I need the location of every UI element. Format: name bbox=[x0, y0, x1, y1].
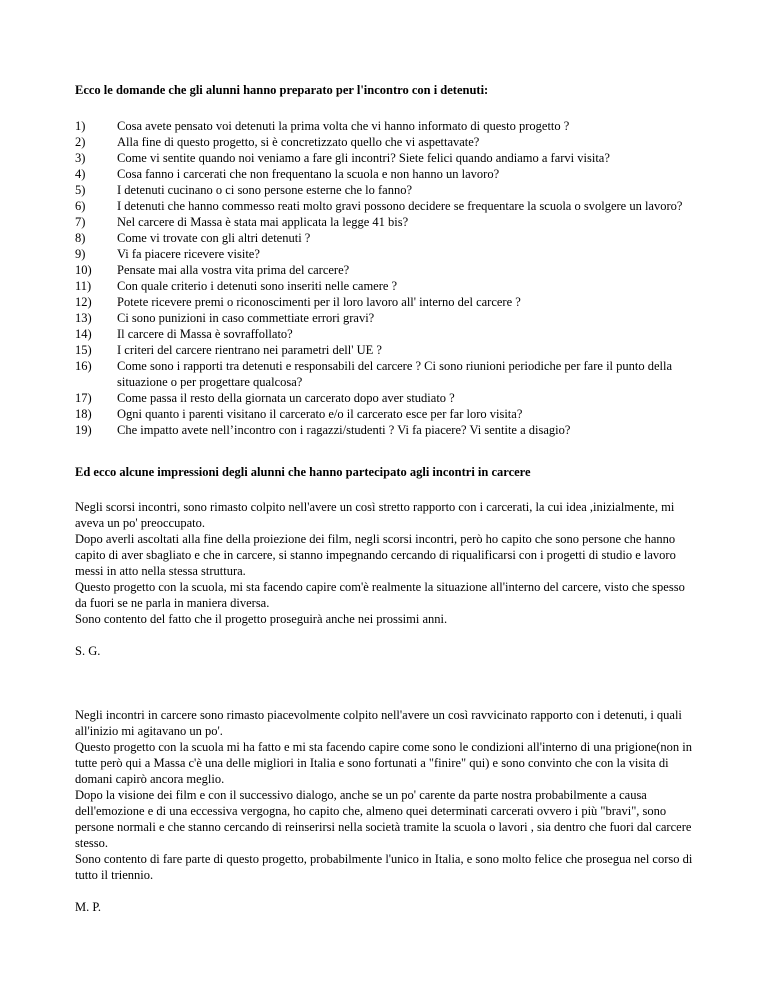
questions-heading: Ecco le domande che gli alunni hanno preparato per l'incontro con i detenuti: bbox=[75, 83, 489, 97]
item-text: Cosa fanno i carcerati che non frequentano la scuola e non hanno un lavoro? bbox=[117, 167, 500, 181]
list-item bbox=[75, 118, 695, 134]
item-number: 9) bbox=[75, 247, 86, 261]
item-text: Con quale criterio i detenuti sono inseriti nelle camere ? bbox=[117, 279, 398, 293]
list-item bbox=[75, 342, 695, 358]
list-item bbox=[75, 262, 695, 278]
list-item bbox=[75, 150, 695, 166]
paragraph: Sono contento del fatto che il progetto proseguirà anche nei prossimi anni. bbox=[75, 612, 448, 626]
item-number: 5) bbox=[75, 183, 86, 197]
list-item bbox=[75, 166, 695, 182]
paragraph: Questo progetto con la scuola, mi sta facendo capire com'è realmente la situazione all'interno del carcere, visto che spesso da fuori se ne parla in maniera diversa. bbox=[75, 580, 685, 610]
list-item bbox=[75, 358, 695, 390]
list-item bbox=[75, 422, 695, 438]
item-number: 11) bbox=[75, 279, 92, 293]
item-number: 4) bbox=[75, 167, 86, 181]
list-item bbox=[75, 326, 695, 342]
signature: M. P. bbox=[75, 900, 102, 914]
item-text: Che impatto avete nell’incontro con i ragazzi/studenti ? Vi fa piacere? Vi sentite a disagio? bbox=[117, 423, 571, 437]
impression-sg bbox=[75, 499, 695, 659]
item-text: I detenuti cucinano o ci sono persone esterne che lo fanno? bbox=[117, 183, 413, 197]
impressions-heading: Ed ecco alcune impressioni degli alunni che hanno partecipato agli incontri in carcere bbox=[75, 465, 531, 479]
item-number: 8) bbox=[75, 231, 86, 245]
spacer bbox=[75, 659, 695, 707]
paragraph: Questo progetto con la scuola mi ha fatto e mi sta facendo capire come sono le condizioni all'interno di una prigione(non in tutte però qui a Massa c'è una delle migliori in Italia e sono fortunati a "finire" qui) e sono convinto che con la visita di domani capirò ancora meglio. bbox=[75, 740, 692, 786]
item-text: Come passa il resto della giornata un carcerato dopo aver studiato ? bbox=[117, 391, 455, 405]
paragraph: Dopo la visione dei film e con il successivo dialogo, anche se un po' carente da parte nostra probabilmente a causa dell'emozione e di una eccessiva vergogna, ho capito che, almeno quei determinati carcerati ovvero i più "bravi", sono persone normali e che stanno cercando di reinserirsi nella società tramite la scuola o lavori , sia dentro che fuori dal carcere stesso. bbox=[75, 788, 692, 850]
item-number: 16) bbox=[75, 359, 92, 373]
item-number: 7) bbox=[75, 215, 86, 229]
list-item bbox=[75, 182, 695, 198]
list-item bbox=[75, 390, 695, 406]
item-text: Cosa avete pensato voi detenuti la prima volta che vi hanno informato di questo progetto ? bbox=[117, 119, 570, 133]
item-number: 6) bbox=[75, 199, 86, 213]
item-text: I detenuti che hanno commesso reati molto gravi possono decidere se frequentare la scuola o svolgere un lavoro? bbox=[117, 199, 683, 213]
questions-list bbox=[75, 118, 695, 438]
list-item bbox=[75, 246, 695, 262]
paragraph: Negli incontri in carcere sono rimasto piacevolmente colpito nell'avere un così ravvicinato rapporto con i detenuti, i quali all'inizio mi agitavano un po'. bbox=[75, 708, 682, 738]
item-text: Ogni quanto i parenti visitano il carcerato e/o il carcerato esce per far loro visita? bbox=[117, 407, 523, 421]
item-number: 18) bbox=[75, 407, 92, 421]
item-number: 13) bbox=[75, 311, 92, 325]
item-text: Il carcere di Massa è sovraffollato? bbox=[117, 327, 293, 341]
signature: S. G. bbox=[75, 644, 101, 658]
item-text: Come vi trovate con gli altri detenuti ? bbox=[117, 231, 311, 245]
item-text: Ci sono punizioni in caso commettiate errori gravi? bbox=[117, 311, 375, 325]
item-text: I criteri del carcere rientrano nei parametri dell' UE ? bbox=[117, 343, 382, 357]
item-number: 12) bbox=[75, 295, 92, 309]
item-number: 3) bbox=[75, 151, 86, 165]
item-text: Alla fine di questo progetto, si è concretizzato quello che vi aspettavate? bbox=[117, 135, 480, 149]
item-text: Vi fa piacere ricevere visite? bbox=[117, 247, 260, 261]
list-item bbox=[75, 294, 695, 310]
item-text: Pensate mai alla vostra vita prima del carcere? bbox=[117, 263, 350, 277]
item-number: 1) bbox=[75, 119, 86, 133]
impression-mp bbox=[75, 707, 695, 915]
item-text: Nel carcere di Massa è stata mai applicata la legge 41 bis? bbox=[117, 215, 409, 229]
paragraph: Dopo averli ascoltati alla fine della proiezione dei film, negli scorsi incontri, però ho capito che sono persone che hanno capito di aver sbagliato e che in carcere, si stanno impegnando cercando di riqualificarsi con i progetti di studio e lavoro messi in atto nella stessa struttura. bbox=[75, 532, 676, 578]
item-text: Come sono i rapporti tra detenuti e responsabili del carcere ? Ci sono riunioni periodiche per fare il punto della situazione o per progettare qualcosa? bbox=[117, 359, 673, 389]
item-number: 19) bbox=[75, 423, 92, 437]
list-item bbox=[75, 214, 695, 230]
list-item bbox=[75, 310, 695, 326]
paragraph: Negli scorsi incontri, sono rimasto colpito nell'avere un così stretto rapporto con i carcerati, la cui idea ,inizialmente, mi aveva un po' preoccupato. bbox=[75, 500, 675, 530]
item-text: Potete ricevere premi o riconoscimenti per il loro lavoro all' interno del carcere ? bbox=[117, 295, 521, 309]
item-text: Come vi sentite quando noi veniamo a fare gli incontri? Siete felici quando andiamo a farvi visita? bbox=[117, 151, 610, 165]
document-page bbox=[75, 82, 695, 915]
item-number: 2) bbox=[75, 135, 86, 149]
list-item bbox=[75, 406, 695, 422]
item-number: 14) bbox=[75, 327, 92, 341]
list-item bbox=[75, 278, 695, 294]
impressions-section bbox=[75, 464, 695, 915]
item-number: 17) bbox=[75, 391, 92, 405]
list-item bbox=[75, 230, 695, 246]
list-item bbox=[75, 198, 695, 214]
item-number: 15) bbox=[75, 343, 92, 357]
item-number: 10) bbox=[75, 263, 92, 277]
paragraph: Sono contento di fare parte di questo progetto, probabilmente l'unico in Italia, e sono molto felice che prosegua nel corso di tutto il triennio. bbox=[75, 852, 693, 882]
list-item bbox=[75, 134, 695, 150]
